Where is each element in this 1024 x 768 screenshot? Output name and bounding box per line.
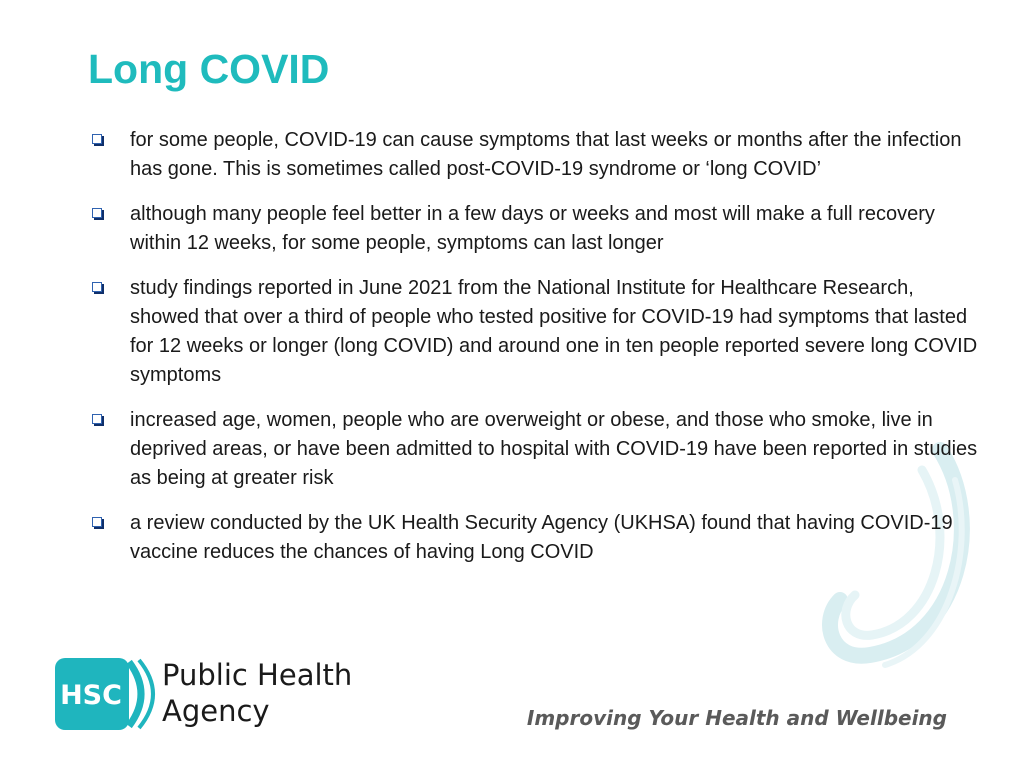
square-bullet-icon — [92, 414, 102, 424]
bullet-item — [90, 406, 980, 493]
bullet-item — [90, 126, 980, 184]
bullet-text: for some people, COVID-19 can cause symptoms that last weeks or months after the infection has gone. This is sometimes called post-COVID-19 syndrome or ‘long COVID’ — [130, 129, 962, 180]
slide-title: Long COVID — [88, 46, 330, 92]
square-bullet-icon — [92, 208, 102, 218]
square-bullet-icon — [92, 134, 102, 144]
square-bullet-icon — [92, 517, 102, 527]
logo-badge-text: HSC — [60, 680, 122, 711]
hsc-logo-icon — [55, 658, 157, 730]
bullet-item — [90, 509, 980, 567]
org-name-line1: Public Health — [162, 658, 353, 692]
bullet-text: increased age, women, people who are overweight or obese, and those who smoke, live in deprived areas, or have been admitted to hospital with COVID-19 have been reported in studies as being at greater risk — [130, 409, 978, 489]
org-name-line2: Agency — [162, 694, 270, 728]
bullet-text: although many people feel better in a few days or weeks and most will make a full recovery within 12 weeks, for some people, symptoms can last longer — [130, 203, 935, 254]
bullet-list — [90, 126, 980, 583]
org-name — [162, 657, 352, 729]
square-bullet-icon — [92, 282, 102, 292]
tagline: Improving Your Health and Wellbeing — [526, 706, 947, 730]
bullet-text: study findings reported in June 2021 from the National Institute for Healthcare Research, showed that over a third of people who tested positive for COVID-19 had symptoms that lasted for 12 weeks or longer (long COVID) and around one in ten people reported severe long COVID symptoms — [130, 277, 978, 386]
bullet-item — [90, 200, 980, 258]
bullet-text: a review conducted by the UK Health Security Agency (UKHSA) found that having COVID-19 vaccine reduces the chances of having Long COVID — [130, 512, 953, 563]
bullet-item — [90, 274, 980, 390]
